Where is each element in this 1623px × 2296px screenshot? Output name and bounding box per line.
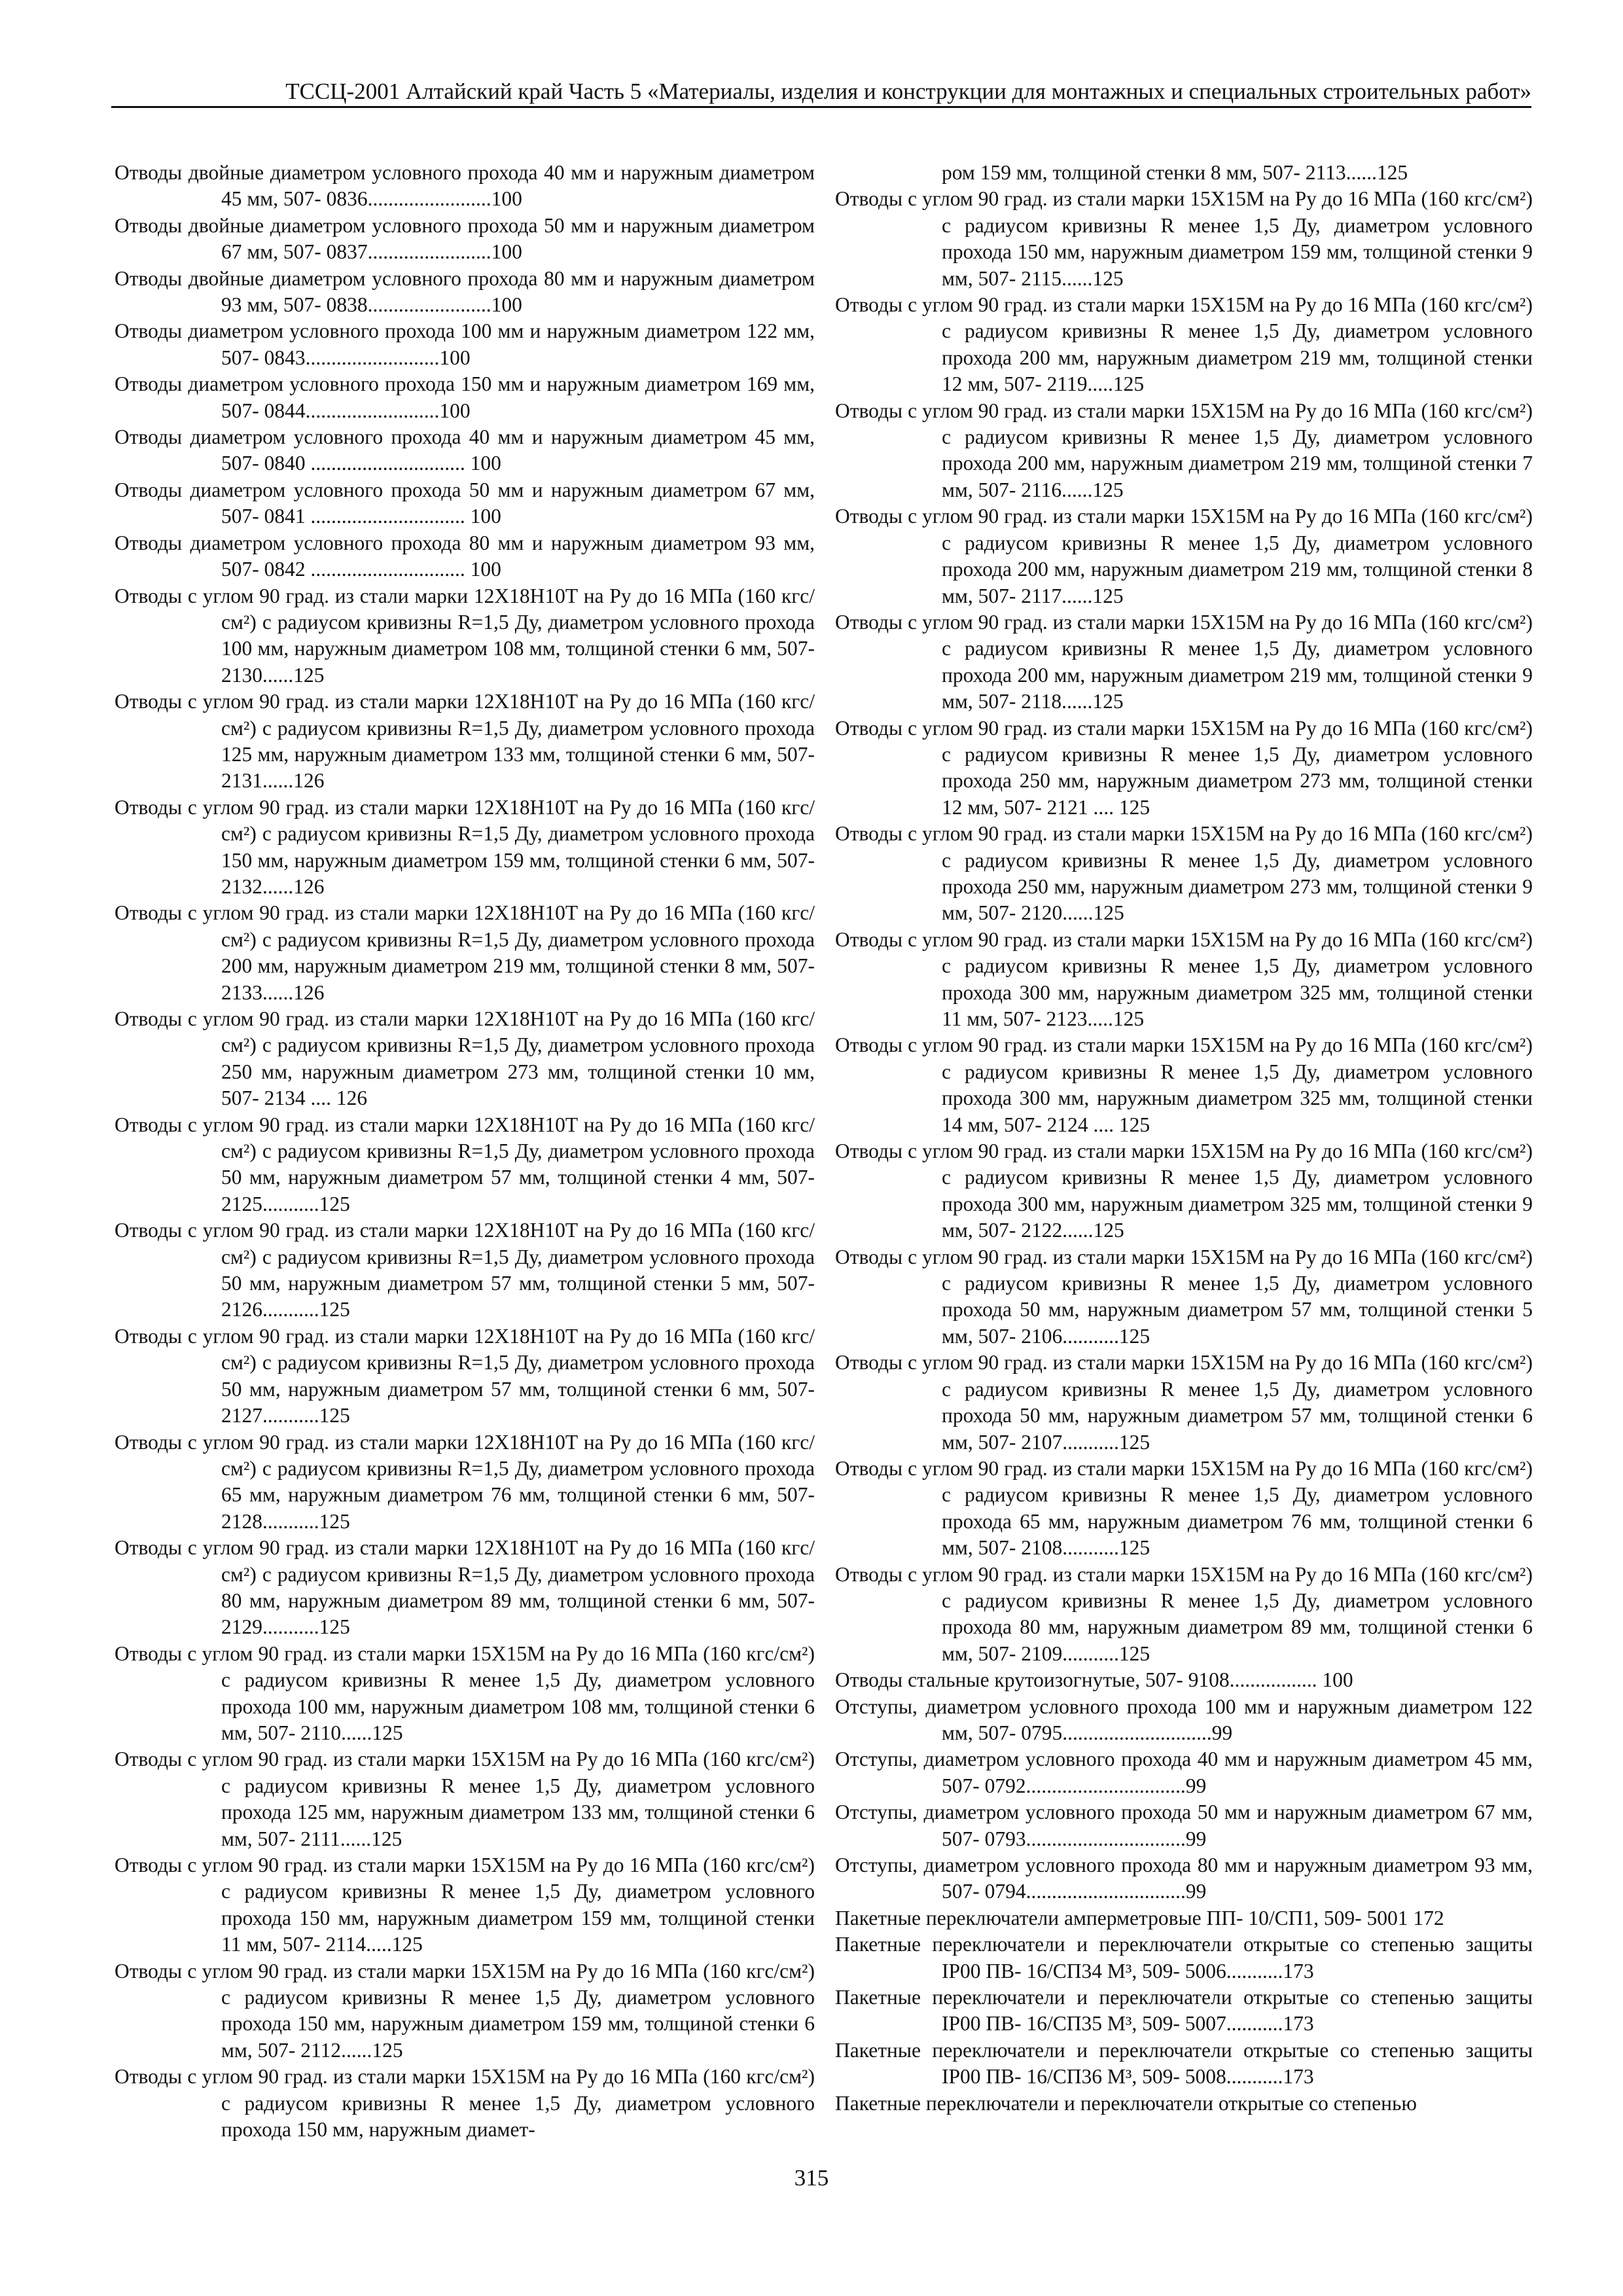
index-entry: Отводы с углом 90 град. из стали марки 15Х15М на Ру до 16 МПа (160 кгс/см²) с радиусом кривизны R менее 1,5 Ду, диаметром условного прохода 200 мм, наружным диаметром 219 мм, толщиной стенки 9 мм, 507- 2118......125 bbox=[835, 610, 1533, 713]
index-entry: Отводы с углом 90 град. из стали марки 12Х18Н10Т на Ру до 16 МПа (160 кгс/см²) с радиусом кривизны R=1,5 Ду, диаметром условного прохода 150 мм, наружным диаметром 159 мм, толщиной стенки 6 мм, 507- 2132......126 bbox=[115, 795, 815, 898]
index-entry: Отводы с углом 90 град. из стали марки 15Х15М на Ру до 16 МПа (160 кгс/см²) с радиусом кривизны R менее 1,5 Ду, диаметром условного прохода 200 мм, наружным диаметром 219 мм, толщиной стенки 8 мм, 507- 2117......125 bbox=[835, 505, 1533, 607]
index-entry: Отступы, диаметром условного прохода 100 мм и наружным диаметром 122 мм, 507- 0795.............................99 bbox=[835, 1695, 1533, 1744]
index-entry: Отводы с углом 90 град. из стали марки 15Х15М на Ру до 16 МПа (160 кгс/см²) с радиусом кривизны R менее 1,5 Ду, диаметром условного прохода 300 мм, наружным диаметром 325 мм, толщиной стенки 9 мм, 507- 2122......125 bbox=[835, 1139, 1533, 1242]
index-entry: Отводы двойные диаметром условного прохода 50 мм и наружным диаметром 67 мм, 507- 0837........................100 bbox=[115, 213, 815, 264]
index-entry: Пакетные переключатели и переключатели открытые со степенью защиты IP00 ПВ- 16/СП35 М³, 509- 5007...........173 bbox=[835, 1986, 1533, 2036]
index-entry: Отводы с углом 90 град. из стали марки 15Х15М на Ру до 16 МПа (160 кгс/см²) с радиусом кривизны R менее 1,5 Ду, диаметром условного прохода 50 мм, наружным диаметром 57 мм, толщиной стенки 5 мм, 507- 2106...........125 bbox=[835, 1245, 1533, 1348]
index-entry: Отводы с углом 90 град. из стали марки 15Х15М на Ру до 16 МПа (160 кгс/см²) с радиусом кривизны R менее 1,5 Ду, диаметром условного прохода 65 мм, наружным диаметром 76 мм, толщиной стенки 6 мм, 507- 2108...........125 bbox=[835, 1456, 1533, 1560]
index-entry: Отводы с углом 90 град. из стали марки 15Х15М на Ру до 16 МПа (160 кгс/см²) с радиусом кривизны R менее 1,5 Ду, диаметром условного прохода 150 мм, наружным диамет- bbox=[115, 2065, 815, 2142]
index-entry: Пакетные переключатели амперметровые ПП- 10/СП1, 509- 5001 172 bbox=[835, 1906, 1444, 1929]
index-entry: Отводы с углом 90 град. из стали марки 12Х18Н10Т на Ру до 16 МПа (160 кгс/см²) с радиусом кривизны R=1,5 Ду, диаметром условного прохода 125 мм, наружным диаметром 133 мм, толщиной стенки 6 мм, 507- 2131......126 bbox=[115, 690, 815, 793]
running-header: ТССЦ-2001 Алтайский край Часть 5 «Материалы, изделия и конструкции для монтажных и специальных строительных работ» bbox=[285, 79, 1531, 104]
index-entry: Отводы с углом 90 град. из стали марки 15Х15М на Ру до 16 МПа (160 кгс/см²) с радиусом кривизны R менее 1,5 Ду, диаметром условного прохода 200 мм, наружным диаметром 219 мм, толщиной стенки 12 мм, 507- 2119.....125 bbox=[835, 293, 1533, 396]
index-entry: Отступы, диаметром условного прохода 50 мм и наружным диаметром 67 мм, 507- 0793...............................99 bbox=[835, 1801, 1533, 1850]
page-number: 315 bbox=[794, 2165, 829, 2191]
index-column-left bbox=[115, 160, 815, 2143]
index-entry: Отводы с углом 90 град. из стали марки 12Х18Н10Т на Ру до 16 МПа (160 кгс/см²) с радиусом кривизны R=1,5 Ду, диаметром условного прохода 65 мм, наружным диаметром 76 мм, толщиной стенки 6 мм, 507- 2128...........125 bbox=[115, 1430, 815, 1533]
index-entry: Отводы с углом 90 град. из стали марки 15Х15М на Ру до 16 МПа (160 кгс/см²) с радиусом кривизны R менее 1,5 Ду, диаметром условного прохода 300 мм, наружным диаметром 325 мм, толщиной стенки 11 мм, 507- 2123.....125 bbox=[835, 927, 1533, 1030]
index-entry: Отступы, диаметром условного прохода 40 мм и наружным диаметром 45 мм, 507- 0792...............................99 bbox=[835, 1748, 1533, 1797]
index-entry: Отводы с углом 90 град. из стали марки 15Х15М на Ру до 16 МПа (160 кгс/см²) с радиусом кривизны R менее 1,5 Ду, диаметром условного прохода 150 мм, наружным диаметром 159 мм, толщиной стенки 9 мм, 507- 2115......125 bbox=[835, 187, 1533, 290]
index-entry: Отводы с углом 90 град. из стали марки 12Х18Н10Т на Ру до 16 МПа (160 кгс/см²) с радиусом кривизны R=1,5 Ду, диаметром условного прохода 100 мм, наружным диаметром 108 мм, толщиной стенки 6 мм, 507- 2130......125 bbox=[115, 584, 815, 687]
index-entry: Отводы с углом 90 град. из стали марки 12Х18Н10Т на Ру до 16 МПа (160 кгс/см²) с радиусом кривизны R=1,5 Ду, диаметром условного прохода 250 мм, наружным диаметром 273 мм, толщиной стенки 10 мм, 507- 2134 .... 126 bbox=[115, 1007, 815, 1110]
index-column-right bbox=[835, 160, 1533, 2117]
index-entry: Отводы с углом 90 град. из стали марки 12Х18Н10Т на Ру до 16 МПа (160 кгс/см²) с радиусом кривизны R=1,5 Ду, диаметром условного прохода 50 мм, наружным диаметром 57 мм, толщиной стенки 6 мм, 507- 2127...........125 bbox=[115, 1324, 815, 1427]
index-entry: Отводы с углом 90 град. из стали марки 15Х15М на Ру до 16 МПа (160 кгс/см²) с радиусом кривизны R менее 1,5 Ду, диаметром условного прохода 250 мм, наружным диаметром 273 мм, толщиной стенки 9 мм, 507- 2120......125 bbox=[835, 822, 1533, 925]
index-entry: Пакетные переключатели и переключатели открытые со степенью bbox=[835, 2091, 1417, 2115]
index-entry: ром 159 мм, толщиной стенки 8 мм, 507- 2113......125 bbox=[942, 161, 1408, 184]
index-entry: Отводы с углом 90 град. из стали марки 15Х15М на Ру до 16 МПа (160 кгс/см²) с радиусом кривизны R менее 1,5 Ду, диаметром условного прохода 50 мм, наружным диаметром 57 мм, толщиной стенки 6 мм, 507- 2107...........125 bbox=[835, 1351, 1533, 1454]
index-entry: Отводы с углом 90 град. из стали марки 15Х15М на Ру до 16 МПа (160 кгс/см²) с радиусом кривизны R менее 1,5 Ду, диаметром условного прохода 200 мм, наружным диаметром 219 мм, толщиной стенки 7 мм, 507- 2116......125 bbox=[835, 399, 1533, 501]
index-entry: Отводы диаметром условного прохода 80 мм и наружным диаметром 93 мм, 507- 0842 .............................. 100 bbox=[115, 531, 815, 581]
index-entry: Отводы стальные крутоизогнутые, 507- 9108................. 100 bbox=[835, 1668, 1353, 1692]
header-rule bbox=[111, 106, 1531, 108]
index-entry: Отводы с углом 90 град. из стали марки 15Х15М на Ру до 16 МПа (160 кгс/см²) с радиусом кривизны R менее 1,5 Ду, диаметром условного прохода 250 мм, наружным диаметром 273 мм, толщиной стенки 12 мм, 507- 2121 .... 125 bbox=[835, 716, 1533, 819]
index-entry: Отводы с углом 90 град. из стали марки 15Х15М на Ру до 16 МПа (160 кгс/см²) с радиусом кривизны R менее 1,5 Ду, диаметром условного прохода 150 мм, наружным диаметром 159 мм, толщиной стенки 11 мм, 507- 2114.....125 bbox=[115, 1854, 815, 1956]
index-entry: Отводы с углом 90 град. из стали марки 12Х18Н10Т на Ру до 16 МПа (160 кгс/см²) с радиусом кривизны R=1,5 Ду, диаметром условного прохода 50 мм, наружным диаметром 57 мм, толщиной стенки 4 мм, 507- 2125...........125 bbox=[115, 1113, 815, 1215]
index-entry: Отводы с углом 90 град. из стали марки 15Х15М на Ру до 16 МПа (160 кгс/см²) с радиусом кривизны R менее 1,5 Ду, диаметром условного прохода 150 мм, наружным диаметром 159 мм, толщиной стенки 6 мм, 507- 2112......125 bbox=[115, 1959, 815, 2062]
index-entry: Отводы двойные диаметром условного прохода 40 мм и наружным диаметром 45 мм, 507- 0836........................100 bbox=[115, 161, 815, 211]
index-entry: Отступы, диаметром условного прохода 80 мм и наружным диаметром 93 мм, 507- 0794...............................99 bbox=[835, 1854, 1533, 1903]
index-entry: Отводы с углом 90 град. из стали марки 15Х15М на Ру до 16 МПа (160 кгс/см²) с радиусом кривизны R менее 1,5 Ду, диаметром условного прохода 100 мм, наружным диаметром 108 мм, толщиной стенки 6 мм, 507- 2110......125 bbox=[115, 1641, 815, 1744]
index-entry: Отводы двойные диаметром условного прохода 80 мм и наружным диаметром 93 мм, 507- 0838........................100 bbox=[115, 266, 815, 317]
index-entry: Отводы диаметром условного прохода 100 мм и наружным диаметром 122 мм, 507- 0843..........................100 bbox=[115, 319, 815, 369]
index-entry: Отводы диаметром условного прохода 50 мм и наружным диаметром 67 мм, 507- 0841 .............................. 100 bbox=[115, 478, 815, 528]
index-entry: Отводы с углом 90 град. из стали марки 12Х18Н10Т на Ру до 16 МПа (160 кгс/см²) с радиусом кривизны R=1,5 Ду, диаметром условного прохода 80 мм, наружным диаметром 89 мм, толщиной стенки 6 мм, 507- 2129...........125 bbox=[115, 1536, 815, 1639]
index-entry: Пакетные переключатели и переключатели открытые со степенью защиты IP00 ПВ- 16/СП34 М³, 509- 5006...........173 bbox=[835, 1933, 1533, 1982]
index-entry: Отводы с углом 90 град. из стали марки 15Х15М на Ру до 16 МПа (160 кгс/см²) с радиусом кривизны R менее 1,5 Ду, диаметром условного прохода 80 мм, наружным диаметром 89 мм, толщиной стенки 6 мм, 507- 2109...........125 bbox=[835, 1562, 1533, 1665]
index-entry: Отводы диаметром условного прохода 150 мм и наружным диаметром 169 мм, 507- 0844..........................100 bbox=[115, 372, 815, 422]
index-entry: Отводы с углом 90 град. из стали марки 12Х18Н10Т на Ру до 16 МПа (160 кгс/см²) с радиусом кривизны R=1,5 Ду, диаметром условного прохода 50 мм, наружным диаметром 57 мм, толщиной стенки 5 мм, 507- 2126...........125 bbox=[115, 1219, 815, 1321]
index-entry: Пакетные переключатели и переключатели открытые со степенью защиты IP00 ПВ- 16/СП36 М³, 509- 5008...........173 bbox=[835, 2038, 1533, 2089]
index-entry: Отводы диаметром условного прохода 40 мм и наружным диаметром 45 мм, 507- 0840 .............................. 100 bbox=[115, 425, 815, 475]
index-entry: Отводы с углом 90 град. из стали марки 15Х15М на Ру до 16 МПа (160 кгс/см²) с радиусом кривизны R менее 1,5 Ду, диаметром условного прохода 300 мм, наружным диаметром 325 мм, толщиной стенки 14 мм, 507- 2124 .... 125 bbox=[835, 1033, 1533, 1136]
index-entry: Отводы с углом 90 град. из стали марки 15Х15М на Ру до 16 МПа (160 кгс/см²) с радиусом кривизны R менее 1,5 Ду, диаметром условного прохода 125 мм, наружным диаметром 133 мм, толщиной стенки 6 мм, 507- 2111......125 bbox=[115, 1748, 815, 1850]
index-entry: Отводы с углом 90 град. из стали марки 12Х18Н10Т на Ру до 16 МПа (160 кгс/см²) с радиусом кривизны R=1,5 Ду, диаметром условного прохода 200 мм, наружным диаметром 219 мм, толщиной стенки 8 мм, 507- 2133......126 bbox=[115, 901, 815, 1004]
